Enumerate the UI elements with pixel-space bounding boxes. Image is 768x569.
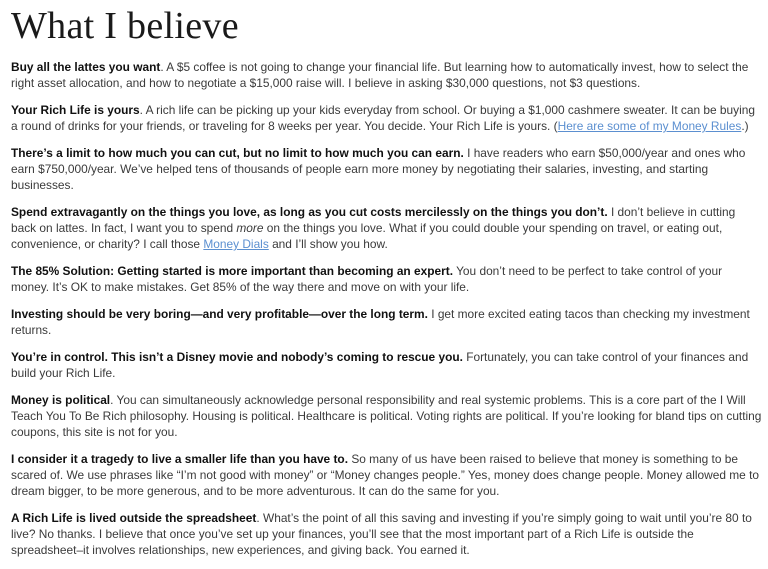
belief-text-2: on the things you love. What if you could double your spending on travel, or eating out, convenience, or charity? I call those xyxy=(11,221,723,251)
belief-text: So many of us have been raised to believe that money is something to be scared of. We use phrases like “I’m not good with money” or “Money changes people.” Yes, money does change people. Money allowed me to dream bigger, to be more generous, and to be more adventurous. It can do the same for you. xyxy=(11,452,759,498)
belief-control xyxy=(11,349,763,381)
belief-text: . A $5 coffee is not going to change your financial life. But learning how to automatically invest, how to select the right asset allocation, and how to negotiate a $15,000 raise will. I believe in asking $30,000 questions, not $3 questions. xyxy=(11,60,749,90)
belief-heading: Spend extravagantly on the things you love, as long as you cut costs mercilessly on the things you don’t. xyxy=(11,205,608,219)
belief-text: I have readers who earn $50,000/year and ones who earn $750,000/year. We’ve helped tens of thousands of people earn more money by negotiating their salaries, investing, and starting businesses. xyxy=(11,146,746,192)
belief-text: I get more excited eating tacos than checking my investment returns. xyxy=(11,307,750,337)
belief-investing xyxy=(11,306,763,338)
belief-text-tail: .) xyxy=(741,119,749,133)
belief-text-tail: and I’ll show you how. xyxy=(268,237,388,251)
belief-heading: I consider it a tragedy to live a smaller life than you have to. xyxy=(11,452,349,466)
money-dials-link[interactable]: Money Dials xyxy=(203,237,269,251)
beliefs-section xyxy=(11,0,763,569)
belief-text: . A rich life can be picking up your kids everyday from school. Or buying a $1,000 cashmere sweater. It can be buying a round of drinks for your friends, or traveling for 8 weeks per year. You decide. Your Rich Life is yours. ( xyxy=(11,103,755,133)
belief-text: You don’t need to be perfect to take control of your money. It’s OK to make mistakes. Get 85% of the way there and move on with your life. xyxy=(11,264,723,294)
belief-heading: You’re in control. This isn’t a Disney movie and nobody’s coming to rescue you. xyxy=(11,350,463,364)
belief-text: . You can simultaneously acknowledge personal responsibility and real systemic problems. This is a core part of the I Will Teach You To Be Rich philosophy. Housing is political. Healthcare is political. Voting rights are political. If you’re looking for bland tips on cutting coupons, this site is not for you. xyxy=(11,393,762,439)
belief-heading: The 85% Solution: Getting started is more important than becoming an expert. xyxy=(11,264,453,278)
belief-heading: Buy all the lattes you want xyxy=(11,60,161,74)
belief-text: I don’t believe in cutting back on lattes. In fact, I want you to spend xyxy=(11,205,736,235)
belief-earn xyxy=(11,145,763,193)
belief-heading: Your Rich Life is yours xyxy=(11,103,140,117)
belief-lattes xyxy=(11,59,763,91)
belief-spend xyxy=(11,204,763,252)
money-rules-link[interactable]: Here are some of my Money Rules xyxy=(557,119,742,133)
belief-emphasis: more xyxy=(236,221,264,235)
belief-tragedy xyxy=(11,451,763,499)
belief-heading: Investing should be very boring—and very profitable—over the long term. xyxy=(11,307,428,321)
belief-85-solution xyxy=(11,263,763,295)
belief-heading: A Rich Life is lived outside the spreadsheet xyxy=(11,511,257,525)
belief-text: Fortunately, you can take control of your finances and build your Rich Life. xyxy=(11,350,749,380)
belief-spreadsheet xyxy=(11,510,763,558)
belief-rich-life xyxy=(11,102,763,134)
page-title: What I believe xyxy=(11,5,239,47)
belief-heading: Money is political xyxy=(11,393,111,407)
belief-political xyxy=(11,392,763,440)
belief-text: . What’s the point of all this saving and investing if you’re simply going to wait until you’re 80 to live? No thanks. I believe that once you’ve set up your finances, you’ll see that the most important part of a Rich Life is outside the spreadsheet–it involves relationships, new experiences, and giving back. You earned it. xyxy=(11,511,752,557)
belief-heading: There’s a limit to how much you can cut, but no limit to how much you can earn. xyxy=(11,146,464,160)
